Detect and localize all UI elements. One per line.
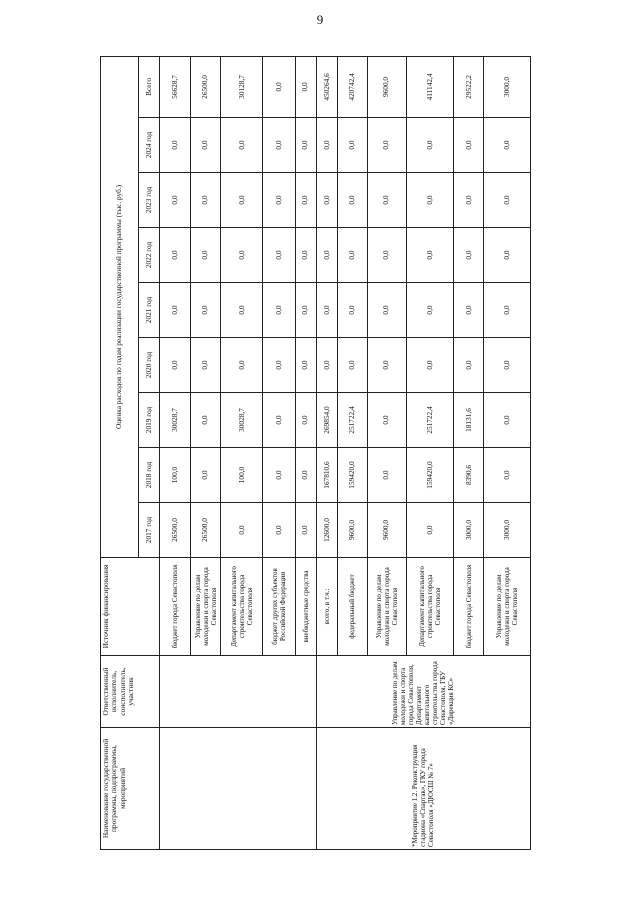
header-year: 2022 год xyxy=(139,228,160,283)
value-cell: 251722,4 xyxy=(337,393,367,448)
value-cell: 0,0 xyxy=(263,393,295,448)
value-cell: 159420,0 xyxy=(337,448,367,503)
rotated-table-container xyxy=(100,57,531,850)
value-cell: 0,0 xyxy=(484,448,531,503)
value-cell: 30028,7 xyxy=(221,393,263,448)
value-cell: 0,0 xyxy=(295,393,316,448)
total-cell: 450264,6 xyxy=(316,56,337,117)
value-cell: 30028,7 xyxy=(160,393,191,448)
budget-table xyxy=(100,56,531,850)
value-cell: 0,0 xyxy=(484,393,531,448)
value-cell: 100,0 xyxy=(160,448,191,503)
header-year: 2021 год xyxy=(139,283,160,338)
header-executor: Ответственный исполнитель, соисполнитель, участник xyxy=(101,656,160,728)
value-cell: 9600,0 xyxy=(367,503,406,558)
value-cell: 0,0 xyxy=(295,283,316,338)
value-cell: 0,0 xyxy=(454,118,484,173)
value-cell: 0,0 xyxy=(295,503,316,558)
source-cell: Департамент капитального строительства города Севастополя xyxy=(406,558,454,656)
table-row xyxy=(316,56,337,849)
source-cell: бюджет других субъектов Российской Федерации xyxy=(263,558,295,656)
total-cell: 9600,0 xyxy=(367,56,406,117)
value-cell: 0,0 xyxy=(484,173,531,228)
name-cell-empty xyxy=(160,728,317,850)
source-cell: Управление по делам молодежи и спорта города Севастополя xyxy=(367,558,406,656)
value-cell: 3000,0 xyxy=(454,503,484,558)
value-cell: 26500,0 xyxy=(160,503,191,558)
value-cell: 0,0 xyxy=(263,173,295,228)
header-year: 2018 год xyxy=(139,448,160,503)
total-cell: 411142,4 xyxy=(406,56,454,117)
total-cell: 29522,2 xyxy=(454,56,484,117)
value-cell: 0,0 xyxy=(337,173,367,228)
value-cell: 0,0 xyxy=(160,118,191,173)
value-cell: 0,0 xyxy=(191,448,221,503)
value-cell: 0,0 xyxy=(263,448,295,503)
header-year: 2023 год xyxy=(139,173,160,228)
value-cell: 0,0 xyxy=(454,338,484,393)
total-cell: 420742,4 xyxy=(337,56,367,117)
value-cell: 0,0 xyxy=(337,228,367,283)
source-cell: бюджет города Севастополя xyxy=(160,558,191,656)
value-cell: 0,0 xyxy=(337,338,367,393)
header-year: Всего xyxy=(139,56,160,117)
header-year: 2020 год xyxy=(139,338,160,393)
source-cell: внебюджетные средства xyxy=(295,558,316,656)
value-cell: 0,0 xyxy=(263,228,295,283)
value-cell: 0,0 xyxy=(484,283,531,338)
value-cell: 0,0 xyxy=(367,173,406,228)
value-cell: 8390,6 xyxy=(454,448,484,503)
header-year: 2017 год xyxy=(139,503,160,558)
value-cell: 0,0 xyxy=(295,338,316,393)
value-cell: 18131,6 xyxy=(454,393,484,448)
value-cell: 0,0 xyxy=(316,173,337,228)
value-cell: 0,0 xyxy=(484,118,531,173)
value-cell: 0,0 xyxy=(367,393,406,448)
value-cell: 0,0 xyxy=(191,173,221,228)
header-year: 2019 год xyxy=(139,393,160,448)
value-cell: 0,0 xyxy=(367,338,406,393)
value-cell: 3000,0 xyxy=(484,503,531,558)
value-cell: 0,0 xyxy=(160,173,191,228)
value-cell: 0,0 xyxy=(406,118,454,173)
value-cell: 0,0 xyxy=(221,228,263,283)
value-cell: 0,0 xyxy=(221,118,263,173)
value-cell: 0,0 xyxy=(263,338,295,393)
value-cell: 100,0 xyxy=(221,448,263,503)
value-cell: 251722,4 xyxy=(406,393,454,448)
value-cell: 0,0 xyxy=(337,283,367,338)
table-body xyxy=(160,56,531,849)
total-cell: 0,0 xyxy=(295,56,316,117)
value-cell: 0,0 xyxy=(337,118,367,173)
value-cell: 0,0 xyxy=(406,338,454,393)
value-cell: 0,0 xyxy=(454,283,484,338)
measure-name: *Мероприятие 1.2. Реконструкция стадиона «Спартак», ГКУ города Севастополя «ДЮСШ № 7» xyxy=(316,728,530,850)
value-cell: 0,0 xyxy=(295,448,316,503)
value-cell: 0,0 xyxy=(406,503,454,558)
value-cell: 0,0 xyxy=(454,173,484,228)
value-cell: 0,0 xyxy=(316,283,337,338)
total-cell: 26500,0 xyxy=(191,56,221,117)
value-cell: 0,0 xyxy=(191,228,221,283)
value-cell: 0,0 xyxy=(191,283,221,338)
value-cell: 0,0 xyxy=(367,228,406,283)
source-cell: федеральный бюджет xyxy=(337,558,367,656)
value-cell: 0,0 xyxy=(367,448,406,503)
value-cell: 0,0 xyxy=(160,283,191,338)
source-cell: Департамент капитального строительства города Севастополя xyxy=(221,558,263,656)
value-cell: 0,0 xyxy=(367,283,406,338)
value-cell: 0,0 xyxy=(160,338,191,393)
value-cell: 0,0 xyxy=(406,173,454,228)
header-name: Наименование государственной программы, подпрограммы, мероприятий xyxy=(101,728,160,850)
page-number: 9 xyxy=(316,12,324,27)
value-cell: 26500,0 xyxy=(191,503,221,558)
value-cell: 0,0 xyxy=(406,228,454,283)
value-cell: 0,0 xyxy=(406,283,454,338)
total-cell: 3000,0 xyxy=(484,56,531,117)
source-cell: Управление по делам молодежи и спорта города Севастополя xyxy=(191,558,221,656)
value-cell: 0,0 xyxy=(316,118,337,173)
value-cell: 0,0 xyxy=(221,503,263,558)
value-cell: 0,0 xyxy=(484,338,531,393)
value-cell: 0,0 xyxy=(295,118,316,173)
total-cell: 30128,7 xyxy=(221,56,263,117)
total-cell: 56628,7 xyxy=(160,56,191,117)
value-cell: 0,0 xyxy=(263,283,295,338)
value-cell: 269854,0 xyxy=(316,393,337,448)
value-cell: 0,0 xyxy=(191,118,221,173)
source-cell: бюджет города Севастополя xyxy=(454,558,484,656)
value-cell: 167810,6 xyxy=(316,448,337,503)
value-cell: 0,0 xyxy=(191,338,221,393)
measure-executor: Управление по делам молодежи и спорта города Севастополя, Департамент капитального строительства города Севастополя, ГБУ «Дирекция КС» xyxy=(316,656,530,728)
table-row xyxy=(160,56,191,849)
value-cell: 0,0 xyxy=(367,118,406,173)
value-cell: 0,0 xyxy=(454,228,484,283)
value-cell: 0,0 xyxy=(263,118,295,173)
total-cell: 0,0 xyxy=(263,56,295,117)
value-cell: 0,0 xyxy=(295,173,316,228)
source-cell: всего, в т.ч.: xyxy=(316,558,337,656)
value-cell: 0,0 xyxy=(316,338,337,393)
value-cell: 159420,0 xyxy=(406,448,454,503)
value-cell: 12600,0 xyxy=(316,503,337,558)
source-cell: Управление по делам молодежи и спорта города Севастополя xyxy=(484,558,531,656)
value-cell: 9600,0 xyxy=(337,503,367,558)
value-cell: 0,0 xyxy=(221,283,263,338)
header-year: 2024 год xyxy=(139,118,160,173)
value-cell: 0,0 xyxy=(221,173,263,228)
value-cell: 0,0 xyxy=(295,228,316,283)
header-source: Источник финансирования xyxy=(101,558,160,656)
value-cell: 0,0 xyxy=(316,228,337,283)
value-cell: 0,0 xyxy=(484,228,531,283)
value-cell: 0,0 xyxy=(160,228,191,283)
header-estimate: Оценка расходов по годам реализации государственной программы (тыс. руб.) xyxy=(101,56,139,557)
value-cell: 0,0 xyxy=(263,503,295,558)
value-cell: 0,0 xyxy=(221,338,263,393)
executor-cell-empty xyxy=(160,656,317,728)
value-cell: 0,0 xyxy=(191,393,221,448)
